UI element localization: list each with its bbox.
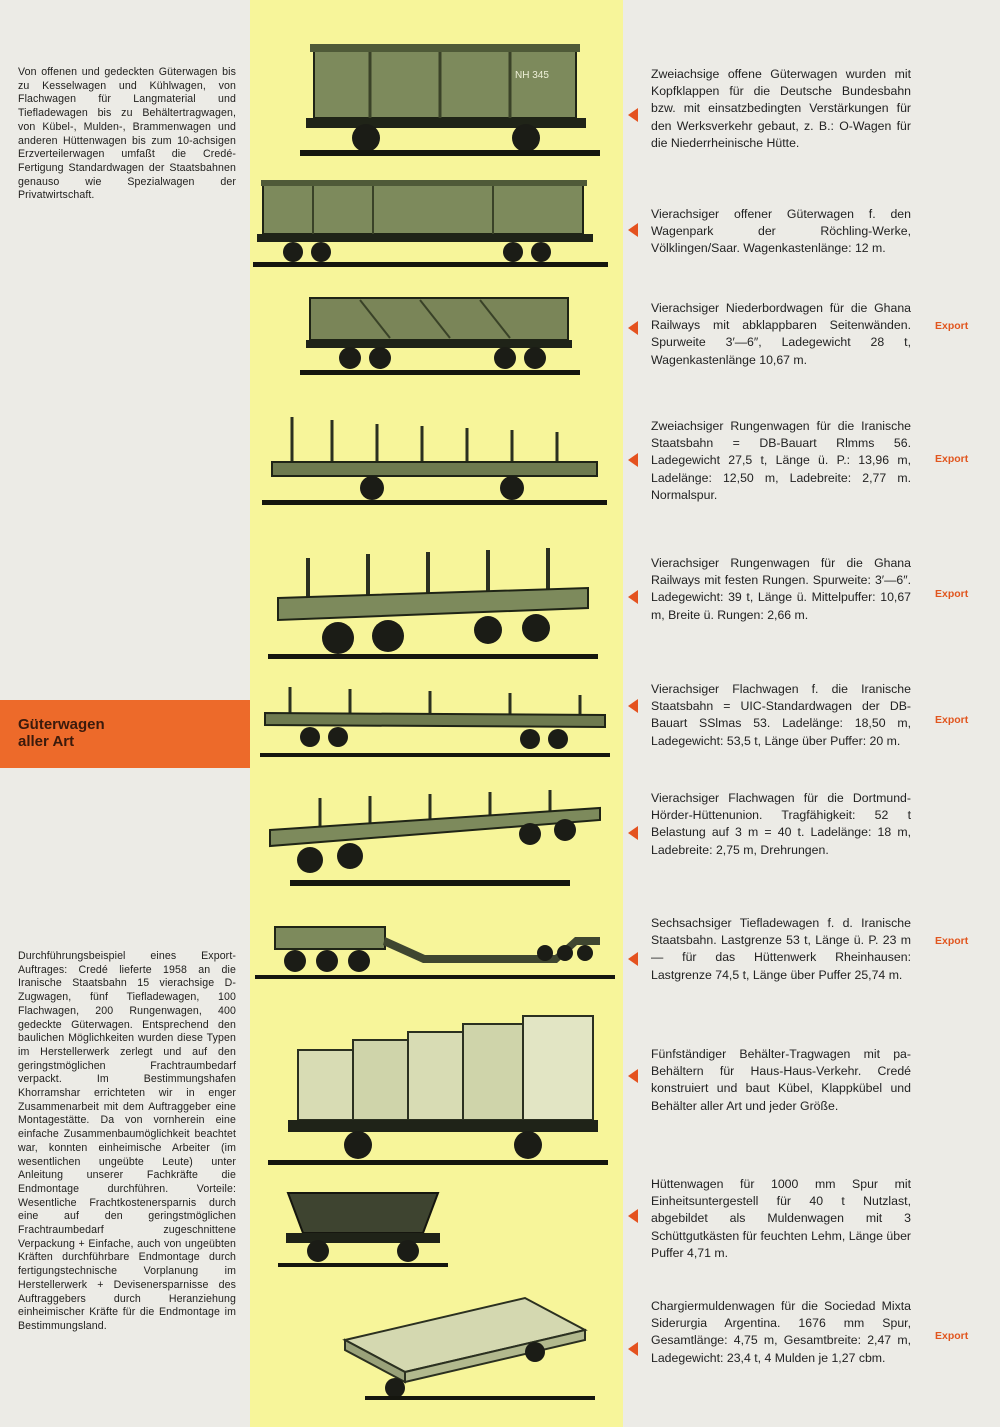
wagon-description-1: Zweiachsige offene Güterwagen wurden mit Kopfklappen für die Deutsche Bundesbahn bzw. mit einsatzbedingten Verstärkungen für den Werksverkehr gebaut, z. B.: O-Wagen für die Niederrheinische Hütte. [651, 67, 911, 150]
wagon-description-5: Vierachsiger Rungenwagen für die Ghana Railways mit festen Rungen. Spurweite: 3′—6″. Ladegewicht: 39 t, Länge ü. Mittelpuffer: 10,67 m, Breite ü. Rungen: 2,66 m. [651, 556, 911, 622]
wagon-description-6: Vierachsiger Flachwagen f. die Iranische Staatsbahn = UIC-Standardwagen der DB-Bauart SSlmas 53. Ladelänge: 18,50 m, Ladegewicht: 53,5 t, Länge über Puffer: 20 m. [651, 682, 911, 748]
export-label-5: Export [935, 588, 969, 600]
export-label-8: Export [935, 935, 969, 947]
pointer-marker [628, 826, 638, 840]
wagon-photo-5 [268, 548, 598, 663]
pointer-marker [628, 699, 638, 713]
export-label-4: Export [935, 453, 969, 465]
export-label-3: Export [935, 320, 969, 332]
wagon-photo-8 [255, 915, 615, 990]
wagon-photo-3 [300, 288, 580, 383]
pointer-marker [628, 590, 638, 604]
intro-text: Von offenen und gedeckten Güterwagen bis zu Kesselwagen und Kühlwagen, von Flachwagen für Langmaterial und Tiefladewagen bis zu Behältertragwagen, von Kübel-, Mulden-, Brammenwagen und anderen Hüttenwagen bis zum 10-achsigen Erzverteilerwagen umfaßt die Credé-Fertigung Standardwagen der Staatsbahnen genauso wie Spezialwagen der Privatwirtschaft. [18, 66, 236, 202]
wagon-description-10: Hüttenwagen für 1000 mm Spur mit Einheitsuntergestell für 40 t Nutzlast, abgebildet als Muldenwagen mit 3 Schüttgutkästen für feuchten Lehm, Länge über Puffer 4,71 m. [651, 1177, 911, 1260]
section-title: Güterwagen aller Art [18, 716, 105, 750]
wagon-photo-4 [262, 412, 607, 512]
pointer-marker [628, 108, 638, 122]
wagon-photo-9 [268, 1010, 608, 1175]
wagon-photo-2 [253, 170, 608, 280]
pointer-marker [628, 321, 638, 335]
wagon-photo-1 [300, 38, 600, 163]
export-label-11: Export [935, 1330, 969, 1342]
wagon-description-8: Sechsachsiger Tiefladewagen f. d. Iranische Staatsbahn. Lastgrenze 53 t, Länge ü. P. 23 m — für das Hüttenwerk Rheinhausen: Lastgrenze 74,5 t, Länge über Puffer 25,74 m. [651, 916, 911, 982]
export-example-text: Durchführungsbeispiel eines Export-Auftrages: Credé lieferte 1958 an die Iranische Staatsbahn 15 vierachsige D-Zugwagen, fünf Tiefladewagen, 100 Flachwagen, 200 Rungenwagen, 400 gedeckte Güterwagen. Entsprechend den baulichen Möglichkeiten wurden diese Typen im Herstellerwerk zerlegt und auf den geringstmöglichen Frachtraumbedarf verpackt. Im Bestimmungshafen Khorramshar errichteten wir in enger Zusammenarbeit mit dem Auftraggeber eine Montagestätte. Da von vornherein eine einfache Zusammenbaumöglichkeit beachtet war, konnten einheimische Arbeiter (im wesentlichen ungeübte Leute) unter Anleitung unserer Fachkräfte die Endmontage durchführen. Vorteile: Wesentliche Frachtkostenersparnis durch eine auf den geringstmöglichen Frachtraumbedarf zugeschnittene Verpackung + Einfache, auch von ungeübten Kräften durchführbare Endmontage durch fertigungstechnische Vorplanung im Herstellerwerk + Devisenersparnisse des Auftraggebers durch Heranziehung einheimischer Kräfte für die Endmontage im Bestimmungsland. [18, 950, 236, 1332]
wagon-photo-11 [335, 1290, 595, 1405]
export-label-6: Export [935, 714, 969, 726]
wagon-description-11: Chargiermuldenwagen für die Sociedad Mixta Siderurgia Argentina. 1676 mm Spur, Gesamtlänge: 4,75 m, Gesamtbreite: 2,47 m, Ladegewicht: 23,4 t, 4 Mulden je 1,27 cbm. [651, 1299, 911, 1365]
section-band [0, 700, 250, 768]
pointer-marker [628, 1069, 638, 1083]
wagon-photo-6 [260, 685, 610, 770]
wagon-photo-10 [278, 1183, 448, 1273]
wagon-photo-7 [260, 790, 610, 895]
pointer-marker [628, 1209, 638, 1223]
wagon-description-9: Fünfständiger Behälter-Tragwagen mit pa-Behältern für Haus-Haus-Verkehr. Credé konstruiert und baut Kübel, Klappkübel und Behälter aller Art und jeder Größe. [651, 1047, 911, 1113]
wagon-description-4: Zweiachsiger Rungenwagen für die Iranische Staatsbahn = DB-Bauart Rlmms 56. Ladegewicht 27,5 t, Länge ü. P.: 13,96 m, Ladelänge: 12,50 m, Ladebreite: 2,77 m. Normalspur. [651, 419, 911, 502]
pointer-marker [628, 223, 638, 237]
wagon-description-7: Vierachsiger Flachwagen für die Dortmund-Hörder-Hüttenunion. Tragfähigkeit: 52 t Belastung auf 3 m = 40 t. Ladelänge: 18 m, Ladebreite: 2,75 m, Drehrungen. [651, 791, 911, 857]
pointer-marker [628, 952, 638, 966]
wagon-number: NH 345 [515, 70, 549, 81]
wagon-description-3: Vierachsiger Niederbordwagen für die Ghana Railways mit abklappbaren Seitenwänden. Spurweite 3′—6″, Ladegewicht 28 t, Wagenkastenlänge 10,67 m. [651, 301, 911, 367]
pointer-marker [628, 1342, 638, 1356]
pointer-marker [628, 453, 638, 467]
wagon-description-2: Vierachsiger offener Güterwagen f. den Wagenpark der Röchling-Werke, Völklingen/Saar. Wagenkastenlänge: 12 m. [651, 207, 911, 256]
